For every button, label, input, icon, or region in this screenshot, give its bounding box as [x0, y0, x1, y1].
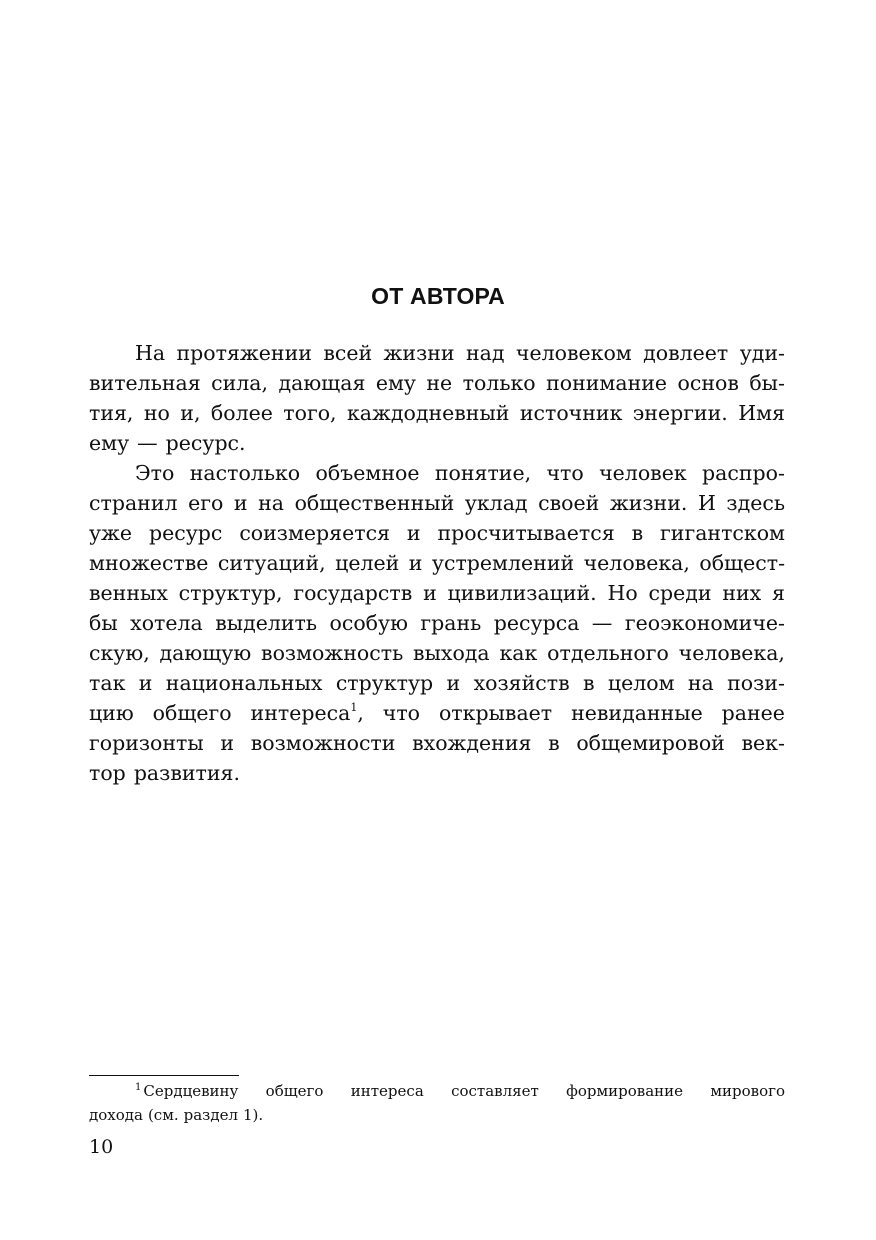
word: человека,	[678, 641, 785, 665]
word: в	[582, 671, 595, 695]
word: общего	[265, 1082, 324, 1100]
word: хозяйств	[473, 671, 570, 695]
word: среди	[648, 581, 712, 605]
text-line	[89, 488, 785, 518]
word: формирование	[566, 1082, 684, 1100]
word: целом	[607, 671, 675, 695]
word: общемировой	[576, 731, 725, 755]
word: ситуаций,	[217, 551, 326, 575]
word: Но	[607, 581, 638, 605]
word: ресурс	[148, 521, 223, 545]
word: общего	[152, 701, 232, 725]
text-line	[89, 548, 785, 578]
word: цию	[89, 701, 134, 725]
word: вхождения	[412, 731, 532, 755]
word: скую,	[89, 641, 150, 665]
page-title: ОТ АВТОРА	[371, 283, 505, 309]
word: я	[771, 581, 785, 605]
text-line	[89, 368, 785, 398]
word: хотела	[130, 611, 203, 635]
word: его	[188, 491, 224, 515]
word: в	[631, 521, 644, 545]
text-line	[89, 458, 785, 488]
word: ему	[375, 371, 416, 395]
word: человека,	[583, 551, 690, 575]
word: в	[548, 731, 560, 755]
word: раздел	[183, 1106, 239, 1124]
word: основ	[677, 371, 739, 395]
word: вительная	[89, 371, 201, 395]
word: И	[697, 491, 716, 515]
word: целей	[335, 551, 400, 575]
word: каждодневный	[346, 401, 510, 425]
word: открывает	[438, 701, 553, 725]
footnote-reference: 1	[350, 701, 358, 714]
word: гигантском	[660, 521, 785, 545]
word: национальных	[165, 671, 323, 695]
word: просчитывается	[437, 521, 615, 545]
main-text	[89, 338, 785, 788]
word: Это	[135, 461, 175, 485]
footnote-line	[89, 1103, 785, 1127]
word: структур,	[178, 581, 283, 605]
word: (см.	[147, 1106, 179, 1124]
word: дохода	[89, 1106, 143, 1124]
word: ресурс.	[165, 431, 246, 455]
word: более	[210, 401, 273, 425]
word: что	[382, 701, 421, 725]
word: —	[591, 611, 613, 635]
word: и	[406, 521, 421, 545]
word: геоэкономиче-	[624, 611, 785, 635]
word: цивилизаций.	[447, 581, 597, 605]
word: понимание	[546, 371, 668, 395]
text-line	[89, 518, 785, 548]
word: тия,	[89, 401, 134, 425]
word: всей	[323, 341, 373, 365]
word: распро-	[702, 461, 785, 485]
word: только	[462, 371, 536, 395]
word: ресурса	[493, 611, 580, 635]
word: странил	[89, 491, 178, 515]
word: дающая	[278, 371, 366, 395]
word: и	[233, 491, 248, 515]
word: человек	[599, 461, 687, 485]
word: и	[446, 671, 461, 695]
text-line	[89, 398, 785, 428]
word: жизни	[383, 341, 455, 365]
word: горизонты	[89, 731, 204, 755]
word: век-	[741, 731, 785, 755]
word: настолько	[189, 461, 301, 485]
word: дающую	[159, 641, 252, 665]
word: возможность	[261, 641, 404, 665]
word: венных	[89, 581, 168, 605]
word: человеком	[515, 341, 632, 365]
word: множестве	[89, 551, 209, 575]
word: —	[137, 431, 158, 455]
word: на	[258, 491, 284, 515]
word: интереса$^1$,	[250, 701, 364, 725]
footnote-divider	[89, 1075, 239, 1076]
word: интереса	[350, 1082, 424, 1100]
word: пози-	[727, 671, 785, 695]
word: Имя	[738, 401, 785, 425]
word: составляет	[451, 1082, 539, 1100]
text-line	[89, 698, 785, 728]
word: того,	[283, 401, 337, 425]
word: развития.	[133, 761, 240, 785]
word: и	[220, 731, 235, 755]
word: возможности	[250, 731, 396, 755]
word: На	[135, 341, 166, 365]
word: понятие,	[434, 461, 532, 485]
text-line	[89, 338, 785, 368]
word: выхода	[413, 641, 490, 665]
word: отдельного	[547, 641, 669, 665]
word: мирового	[710, 1082, 785, 1100]
word: государств	[293, 581, 413, 605]
word: своей	[538, 491, 600, 515]
footnote-line	[89, 1079, 785, 1103]
word: энергии.	[632, 401, 728, 425]
word: и	[423, 581, 437, 605]
footnote-marker: 1	[135, 1082, 142, 1093]
word: что	[546, 461, 584, 485]
word: бы	[89, 611, 118, 635]
word: них	[722, 581, 762, 605]
word: как	[499, 641, 538, 665]
text-line	[89, 578, 785, 608]
text-line	[89, 608, 785, 638]
word: соизмеряется	[239, 521, 390, 545]
word: уди-	[739, 341, 785, 365]
word: сила,	[211, 371, 269, 395]
word: здесь	[726, 491, 785, 515]
word: но	[143, 401, 170, 425]
footnote	[89, 1079, 785, 1127]
word: уже	[89, 521, 133, 545]
word: $^1$ Сердцевину	[135, 1082, 239, 1100]
word: и	[138, 671, 153, 695]
word: общественный	[294, 491, 455, 515]
word: протяжении	[176, 341, 312, 365]
word: уклад	[464, 491, 528, 515]
word: ранее	[721, 701, 785, 725]
word: тор	[89, 761, 126, 785]
word: общест-	[699, 551, 785, 575]
word: над	[465, 341, 505, 365]
word: довлеет	[643, 341, 729, 365]
word: 1).	[243, 1106, 264, 1124]
word: объемное	[315, 461, 420, 485]
text-line	[89, 728, 785, 758]
word: жизни.	[609, 491, 688, 515]
text-line	[89, 758, 785, 788]
word: так	[89, 671, 126, 695]
word: структур	[335, 671, 434, 695]
word: и	[408, 551, 423, 575]
word: бы-	[749, 371, 785, 395]
word: не	[426, 371, 453, 395]
page-number: 10	[89, 1136, 114, 1158]
text-line	[89, 428, 785, 458]
word: и,	[180, 401, 201, 425]
word: на	[687, 671, 714, 695]
word: невиданные	[571, 701, 703, 725]
word: устремлений	[431, 551, 575, 575]
word: особую	[329, 611, 408, 635]
word: выделить	[215, 611, 318, 635]
word: ему	[89, 431, 130, 455]
text-line	[89, 668, 785, 698]
word: источник	[519, 401, 623, 425]
text-line	[89, 638, 785, 668]
word: грань	[420, 611, 482, 635]
